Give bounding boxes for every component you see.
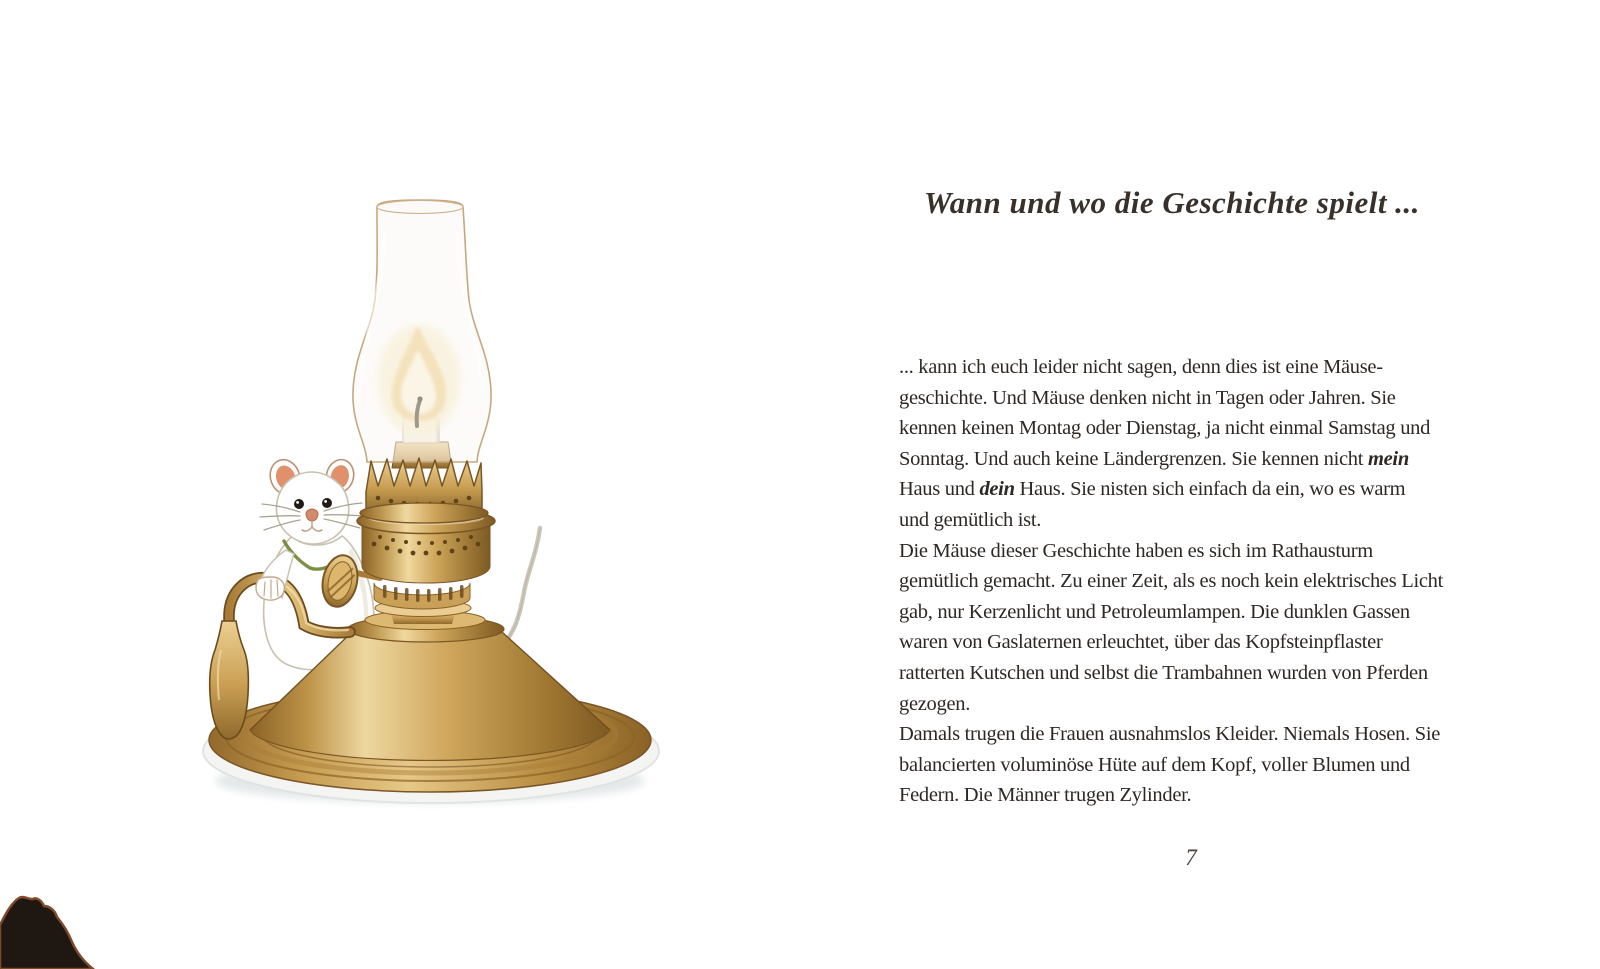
text-line: Sonntag. Und auch keine Ländergrenzen. Sie kennen nicht mein: [899, 447, 1409, 470]
page-number: 7: [1185, 845, 1197, 870]
text-line: Federn. Die Männer trugen Zylinder.: [899, 784, 1192, 807]
lamp-stem: [348, 509, 504, 643]
mouse-tail: [509, 528, 540, 637]
text-line: Die Mäuse dieser Geschichte haben es sich im Rathausturm: [899, 539, 1373, 562]
text-line: geschichte. Und Mäuse denken nicht in Tagen oder Jahren. Sie: [899, 386, 1396, 409]
corner-ink-blob: [0, 877, 130, 969]
body-text: [899, 352, 1443, 811]
text-line: Damals trugen die Frauen ausnahmslos Kleider. Niemals Hosen. Sie: [899, 723, 1441, 746]
text-line: ... kann ich euch leider nicht sagen, denn dies ist eine Mäuse-: [899, 356, 1383, 378]
text-line: kennen keinen Montag oder Dienstag, ja nicht einmal Samstag und: [899, 417, 1431, 440]
mouse-oil-lamp-illustration: [195, 190, 665, 820]
text-line: ratterten Kutschen und selbst die Trambahnen wurden von Pferden: [899, 661, 1428, 684]
text-line: balancierten voluminöse Hüte auf dem Kopf, voller Blumen und: [899, 753, 1410, 776]
text-line: Haus und dein Haus. Sie nisten sich einfach da ein, wo es warm: [899, 478, 1406, 501]
text-line: und gemütlich ist.: [899, 508, 1042, 531]
text-line: gab, nur Kerzenlicht und Petroleumlampen. Die dunklen Gassen: [899, 600, 1410, 623]
glass-chimney: [353, 200, 491, 462]
text-column: [899, 0, 1445, 969]
chapter-title: Wann und wo die Geschichte spielt ...: [924, 185, 1420, 220]
handle-grip: [210, 621, 249, 739]
text-line: gezogen.: [899, 692, 971, 715]
text-line: waren von Gaslaternen erleuchtet, über das Kopfsteinpflaster: [899, 631, 1383, 654]
text-line: gemütlich gemacht. Zu einer Zeit, als es noch kein elektrisches Licht: [899, 570, 1443, 593]
